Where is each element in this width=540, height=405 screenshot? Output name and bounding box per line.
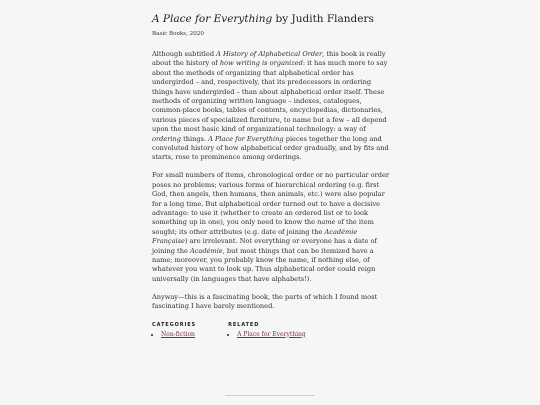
paragraph-1 — [152, 50, 392, 163]
related-section — [228, 322, 306, 339]
body-text: , this book is really about the history of — [152, 50, 386, 68]
footer-divider — [225, 395, 315, 396]
body-text: For small numbers of items, chronological order or no particular order poses no problems; various forms of hierarchical ordering (e.g. first God, then angels, then humans, then animals, etc.) were also popular for a long time. But alphabetical order turned out to have a decisive advantage: to use it (whether to create an ordered list or to look something up in one), you only need to know the — [152, 171, 390, 227]
paragraph-3 — [152, 293, 392, 312]
related-list — [228, 331, 306, 339]
emphasis-text: Académie — [189, 246, 223, 255]
emphasis-text: ordering — [152, 134, 181, 143]
publisher-line: Basic Books, 2020 — [152, 31, 204, 37]
book-author: by Judith Flanders — [272, 13, 374, 25]
body-text: ) are irrelevant. Not everything or everyone has a date of joining the — [152, 237, 377, 255]
emphasis-text: A Place for Everything — [208, 134, 284, 143]
body-text: , but most things that can be itemized have a name; moreover, you probably know the name, if nothing else, of whatever you want to look up. Thus alphabetical order could reign universally (in languages that have alphabets!). — [152, 246, 376, 283]
body-text: pieces together the long and convoluted history of how alphabetical order gradually, and by fits and starts, rose to prominence among orderings. — [152, 134, 389, 162]
category-item — [161, 331, 196, 339]
post-body — [152, 50, 392, 312]
categories-list — [152, 331, 196, 339]
body-text: of the item sought; its other attributes (e.g. date of joining the — [152, 218, 374, 236]
emphasis-text: A History of Alphabetical Order — [216, 50, 323, 58]
body-text: Although subtitled — [152, 50, 217, 58]
body-text: things. — [180, 134, 209, 143]
related-item — [237, 331, 306, 339]
post-meta — [152, 322, 392, 339]
categories-section — [152, 322, 196, 339]
emphasis-text: Académie Française — [152, 227, 358, 246]
related-heading: RELATED — [228, 321, 260, 328]
body-text: Anyway—this is a fascinating book, the parts of which I found most fascinating I have barely mentioned. — [152, 292, 378, 311]
post-title — [152, 12, 392, 26]
related-link[interactable]: A Place for Everything — [237, 330, 306, 338]
post-article — [152, 12, 392, 339]
categories-heading: CATEGORIES — [152, 321, 197, 328]
book-title: A Place for Everything — [152, 13, 273, 25]
category-link[interactable]: Non-fiction — [161, 330, 195, 338]
body-text: : it has much more to say about the methods of organizing that alphabetical order has undergirded – and, respectively, that its predecessors in ordering things have undergirded – than about alphabetical order itself. These methods of organizing written language – indexes, catalogues, common-place books, tables of contents, encyclopedias, dictionaries, various pieces of specialized furniture, to name but a few – all depend upon the most basic kind of organizational technology: a way of — [152, 59, 388, 134]
paragraph-2 — [152, 171, 392, 284]
emphasis-text: name — [317, 218, 336, 227]
emphasis-text: how writing is organized — [219, 59, 303, 68]
